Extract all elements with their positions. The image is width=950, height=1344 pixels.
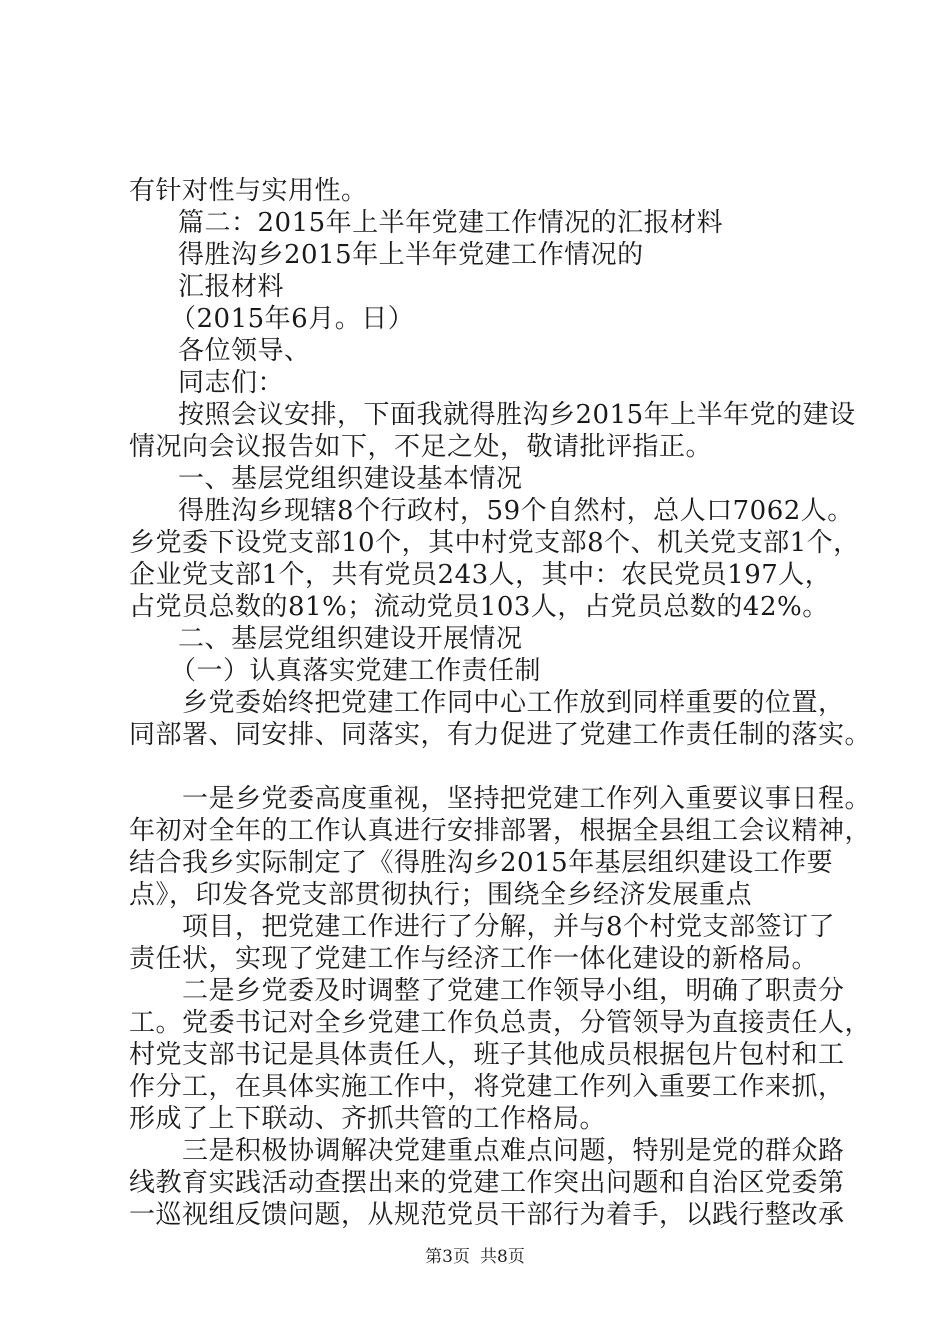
text-line: 得胜沟乡2015年上半年党建工作情况的 — [178, 240, 644, 270]
text-line: 工。党委书记对全乡党建工作负总责，分管领导为直接责任人， — [129, 1008, 872, 1038]
text-line: 篇二：2015年上半年党建工作情况的汇报材料 — [178, 208, 724, 238]
section-heading: 一、基层党组织建设基本情况 — [178, 464, 523, 494]
text-line: 按照会议安排，下面我就得胜沟乡2015年上半年党的建设 — [178, 400, 856, 430]
text-line: 有针对性与实用性。 — [129, 176, 368, 206]
text-line: 占党员总数的81%；流动党员103人，占党员总数的42%。 — [129, 592, 829, 622]
page-total: 共8页 — [480, 1247, 525, 1267]
text-line: 一是乡党委高度重视，坚持把党建工作列入重要议事日程。 — [182, 784, 872, 814]
text-line: 结合我乡实际制定了《得胜沟乡2015年基层组织建设工作要 — [129, 848, 834, 878]
text-line: 一巡视组反馈问题，从规范党员干部行为着手，以践行整改承 — [129, 1200, 845, 1230]
text-line: 二是乡党委及时调整了党建工作领导小组，明确了职责分 — [182, 976, 845, 1006]
subsection-heading: （一）认真落实党建工作责任制 — [170, 656, 542, 686]
text-line: （2015年6月。日） — [170, 304, 415, 334]
text-line: 各位领导、 — [178, 336, 311, 366]
text-line: 三是积极协调解决党建重点难点问题，特别是党的群众路 — [182, 1136, 845, 1166]
text-line: 村党支部书记是具体责任人，班子其他成员根据包片包村和工 — [129, 1040, 845, 1070]
section-heading: 二、基层党组织建设开展情况 — [178, 624, 523, 654]
text-line: 线教育实践活动查摆出来的党建工作突出问题和自治区党委第 — [129, 1168, 845, 1198]
text-line: 汇报材料 — [178, 272, 285, 302]
text-line: 年初对全年的工作认真进行安排部署，根据全县组工会议精神， — [129, 816, 872, 846]
page-number: 第3页 — [425, 1247, 470, 1267]
text-line: 同志们： — [178, 368, 285, 398]
text-line: 乡党委下设党支部10个，其中村党支部8个、机关党支部1个， — [129, 528, 860, 558]
text-line: 点》，印发各党支部贯彻执行；围绕全乡经济发展重点 — [129, 880, 753, 910]
text-line: 责任状，实现了党建工作与经济工作一体化建设的新格局。 — [129, 944, 819, 974]
page-footer — [0, 1246, 950, 1268]
text-line: 乡党委始终把党建工作同中心工作放到同样重要的位置， — [182, 688, 845, 718]
text-line: 同部署、同安排、同落实，有力促进了党建工作责任制的落实。 — [129, 720, 872, 750]
text-line: 企业党支部1个，共有党员243人，其中：农民党员197人， — [129, 560, 832, 590]
text-line: 项目，把党建工作进行了分解，并与8个村党支部签订了 — [182, 912, 836, 942]
text-line: 得胜沟乡现辖8个行政村，59个自然村，总人口7062人。 — [178, 496, 854, 526]
text-line: 形成了上下联动、齐抓共管的工作格局。 — [129, 1104, 607, 1134]
text-line: 情况向会议报告如下，不足之处，敬请批评指正。 — [129, 432, 713, 462]
text-line: 作分工，在具体实施工作中，将党建工作列入重要工作来抓， — [129, 1072, 845, 1102]
